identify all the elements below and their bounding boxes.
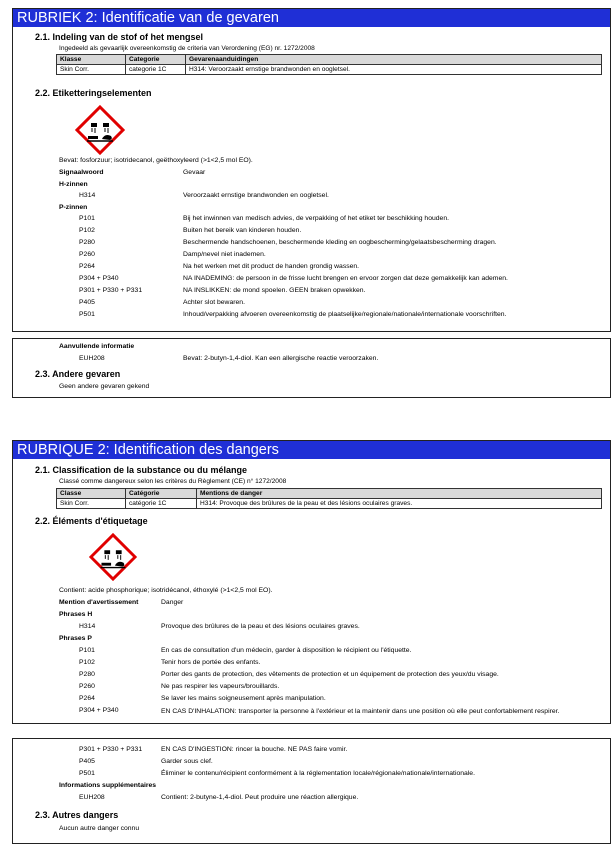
fr-continuation-panel [12, 738, 611, 844]
nl-euh-text: Bevat: 2-butyn-1,4-diol. Kan een allergische reactie veroorzaken. [183, 355, 379, 362]
fr-h-label: Phrases H [59, 611, 93, 618]
fr-extra-label: Informations supplémentaires [59, 782, 157, 789]
table-cell: H314: Provoque des brûlures de la peau et des lésions oculaires graves. [197, 499, 602, 509]
fr-section-title: RUBRIQUE 2: Identification des dangers [13, 441, 610, 459]
fr-p-text: En cas de consultation d'un médecin, garder à disposition le récipient ou l'étiquette. [161, 647, 412, 654]
table-cell: H314: Veroorzaakt ernstige brandwonden en oogletsel. [186, 65, 602, 75]
nl-p-code: P102 [79, 227, 95, 234]
nl-p-text: Na het werken met dit product de handen grondig wassen. [183, 263, 360, 270]
fr-p-code: P301 + P330 + P331 [79, 746, 143, 753]
table-cell: Skin Corr. [57, 65, 126, 75]
fr-p-text: Garder sous clef. [161, 758, 213, 765]
nl-s21-title: 2.1. Indeling van de stof of het mengsel [35, 32, 204, 42]
fr-p-text: Porter des gants de protection, des vêtements de protection et un équipement de protection des yeux/du visage. [161, 671, 499, 678]
nl-section-title: RUBRIEK 2: Identificatie van de gevaren [13, 9, 610, 27]
fr-p-code: P280 [79, 671, 95, 678]
nl-h-text: Veroorzaakt ernstige brandwonden en oogletsel. [183, 192, 329, 199]
fr-p-code: P101 [79, 647, 95, 654]
nl-euh-code: EUH208 [79, 355, 105, 362]
fr-s21-desc: Classé comme dangereux selon les critères du Règlement (CE) n° 1272/2008 [59, 478, 287, 485]
nl-p-code: P304 + P340 [79, 275, 119, 282]
nl-s21-desc: Ingedeeld als gevaarlijk overeenkomstig de criteria van Verordening (EG) nr. 1272/2008 [59, 45, 315, 52]
fr-euh-code: EUH208 [79, 794, 105, 801]
fr-s21-title: 2.1. Classification de la substance ou du mélange [35, 465, 248, 475]
nl-s22-title: 2.2. Etiketteringselementen [35, 88, 152, 98]
nl-signal-label: Signaalwoord [59, 169, 104, 176]
fr-p-text: EN CAS D'INGESTION: rincer la bouche. NE PAS faire vomir. [161, 746, 348, 753]
fr-signal-label: Mention d'avertissement [59, 599, 139, 606]
nl-s23-title: 2.3. Andere gevaren [35, 369, 121, 379]
corrosion-pictogram-icon [75, 105, 125, 155]
nl-p-code: P405 [79, 299, 95, 306]
nl-p-text: Inhoud/verpakking afvoeren overeenkomstig de plaatselijke/regionale/nationale/internationale voorschriften. [183, 311, 507, 318]
fr-p-text: EN CAS D'INHALATION: transporter la personne à l'extérieur et la maintenir dans une position où elle peut confortablement respirer. [161, 708, 560, 715]
fr-p-code: P260 [79, 683, 95, 690]
nl-section-panel [12, 8, 611, 332]
nl-p-text: Achter slot bewaren. [183, 299, 245, 306]
fr-classification-table [56, 488, 602, 509]
nl-p-code: P280 [79, 239, 95, 246]
table-header-cell: Classe [57, 489, 126, 499]
nl-contains-text: Bevat: fosforzuur; isotridecanol, geëthoxyleerd (>1<2,5 mol EO). [59, 157, 253, 164]
table-header-cell: Catégorie [126, 489, 197, 499]
fr-s23-text: Aucun autre danger connu [59, 825, 140, 832]
nl-p-text: NA INSLIKKEN: de mond spoelen. GEEN braken opwekken. [183, 287, 366, 294]
nl-continuation-panel [12, 338, 611, 398]
nl-signal-value: Gevaar [183, 169, 206, 176]
corrosion-pictogram-icon [89, 533, 137, 581]
fr-p-text: Se laver les mains soigneusement après manipulation. [161, 695, 326, 702]
nl-h-code: H314 [79, 192, 96, 199]
nl-p-code: P101 [79, 215, 95, 222]
fr-signal-value: Danger [161, 599, 184, 606]
nl-p-code: P301 + P330 + P331 [79, 287, 143, 294]
fr-p-code: P102 [79, 659, 95, 666]
nl-p-text: Beschermende handschoenen, beschermende kleding en oogbescherming/gelaatsbescherming dragen. [183, 239, 497, 246]
fr-s23-title: 2.3. Autres dangers [35, 810, 119, 820]
table-row [57, 499, 602, 509]
nl-p-code: P260 [79, 251, 95, 258]
nl-p-code: P264 [79, 263, 95, 270]
fr-p-label: Phrases P [59, 635, 92, 642]
nl-p-text: NA INADEMING: de persoon in de frisse lucht brengen en ervoor zorgen dat deze gemakkelijk kan ademen. [183, 275, 508, 282]
fr-s22-title: 2.2. Éléments d'étiquetage [35, 516, 148, 526]
nl-p-label: P-zinnen [59, 204, 88, 211]
fr-h-code: H314 [79, 623, 96, 630]
fr-p-text: Éliminer le contenu/récipient conformément à la réglementation locale/régionale/nationale/internationale. [161, 770, 475, 777]
table-cell: Skin Corr. [57, 499, 126, 509]
fr-p-text: Ne pas respirer les vapeurs/brouillards. [161, 683, 280, 690]
nl-s23-text: Geen andere gevaren gekend [59, 383, 150, 390]
nl-extra-label: Aanvullende informatie [59, 343, 135, 350]
fr-p-code: P304 + P340 [79, 707, 119, 714]
nl-h-label: H-zinnen [59, 181, 88, 188]
table-cell: catégorie 1C [126, 499, 197, 509]
nl-p-text: Bij het inwinnen van medisch advies, de verpakking of het etiket ter beschikking houden. [183, 215, 449, 222]
table-header-cell: Mentions de danger [197, 489, 602, 499]
nl-classification-table [56, 54, 602, 75]
table-cell: categorie 1C [126, 65, 186, 75]
table-header-cell: Klasse [57, 55, 126, 65]
fr-p-code: P501 [79, 770, 95, 777]
fr-contains-text: Contient: acide phosphorique; isotridécanol, éthoxylé (>1<2,5 mol EO). [59, 587, 273, 594]
table-header-row [57, 489, 602, 499]
nl-p-text: Damp/nevel niet inademen. [183, 251, 266, 258]
fr-p-text: Tenir hors de portée des enfants. [161, 659, 261, 666]
table-header-cell: Categorie [126, 55, 186, 65]
nl-p-code: P501 [79, 311, 95, 318]
table-header-row [57, 55, 602, 65]
fr-p-code: P264 [79, 695, 95, 702]
fr-h-text: Provoque des brûlures de la peau et des lésions oculaires graves. [161, 623, 360, 630]
table-header-cell: Gevarenaanduidingen [186, 55, 602, 65]
fr-p-code: P405 [79, 758, 95, 765]
table-row [57, 65, 602, 75]
fr-section-panel [12, 440, 611, 724]
nl-p-text: Buiten het bereik van kinderen houden. [183, 227, 302, 234]
fr-euh-text: Contient: 2-butyne-1,4-diol. Peut produire une réaction allergique. [161, 794, 359, 801]
